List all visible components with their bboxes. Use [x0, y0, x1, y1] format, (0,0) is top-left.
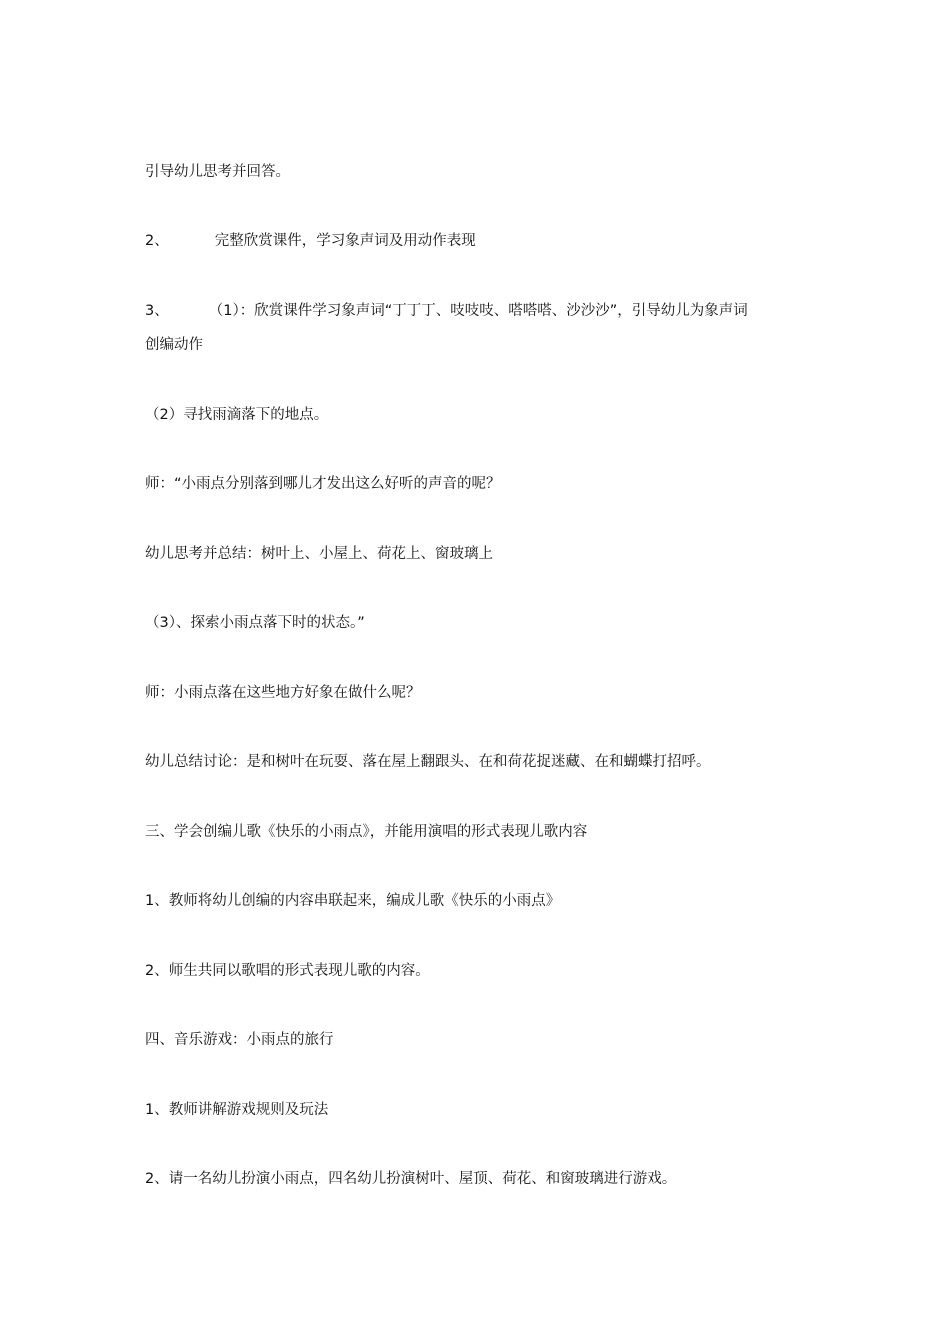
text: 1、教师讲解游戏规则及玩法 [145, 1102, 329, 1118]
step-number: 2、 [145, 233, 169, 249]
paragraph-item-1 [145, 884, 825, 918]
paragraph-find-location [145, 398, 825, 432]
text: 幼儿总结讨论：是和树叶在玩耍、落在屋上翻跟头、在和荷花捉迷藏、在和蝴蝶打招呼。 [145, 754, 711, 770]
paragraph-step-3-cont [145, 328, 825, 362]
text: 1、教师将幼儿创编的内容串联起来，编成儿歌《快乐的小雨点》 [145, 893, 561, 909]
text: 2、请一名幼儿扮演小雨点，四名幼儿扮演树叶、屋顶、荷花、和窗玻璃进行游戏。 [145, 1171, 677, 1187]
paragraph-item-2 [145, 954, 825, 988]
paragraph-teacher-question-2 [145, 676, 825, 710]
text: 创编动作 [145, 337, 203, 353]
text: （1）：欣赏课件学习象声词“丁丁丁、吱吱吱、嗒嗒嗒、沙沙沙”，引导幼儿为象声词 [208, 303, 748, 319]
text: 2、师生共同以歌唱的形式表现儿歌的内容。 [145, 963, 430, 979]
paragraph-explore-state [145, 606, 825, 640]
text: （3）、探索小雨点落下时的状态。” [145, 615, 365, 631]
text: 师：“小雨点分别落到哪儿才发出这么好听的声音的呢？ [145, 476, 501, 492]
step-number: 3、 [145, 303, 169, 319]
paragraph-guide-answer [145, 155, 825, 189]
text: 引导幼儿思考并回答。 [145, 164, 290, 180]
paragraph-step-2 [145, 224, 825, 258]
text: 幼儿思考并总结：树叶上、小屋上、荷花上、窗玻璃上 [145, 546, 493, 562]
text: 四、音乐游戏：小雨点的旅行 [145, 1032, 334, 1048]
paragraph-child-summary-1 [145, 537, 825, 571]
section-heading-3 [145, 815, 825, 849]
text: 三、学会创编儿歌《快乐的小雨点》，并能用演唱的形式表现儿歌内容 [145, 824, 588, 840]
text: （2）寻找雨滴落下的地点。 [145, 407, 329, 423]
paragraph-game-item-2 [145, 1162, 825, 1196]
text: 师：小雨点落在这些地方好象在做什么呢？ [145, 685, 421, 701]
paragraph-game-item-1 [145, 1093, 825, 1127]
paragraph-step-3 [145, 294, 825, 328]
section-heading-4 [145, 1023, 825, 1057]
text: 完整欣赏课件，学习象声词及用动作表现 [214, 233, 476, 249]
paragraph-teacher-question-1 [145, 467, 825, 501]
paragraph-child-summary-2 [145, 745, 825, 779]
